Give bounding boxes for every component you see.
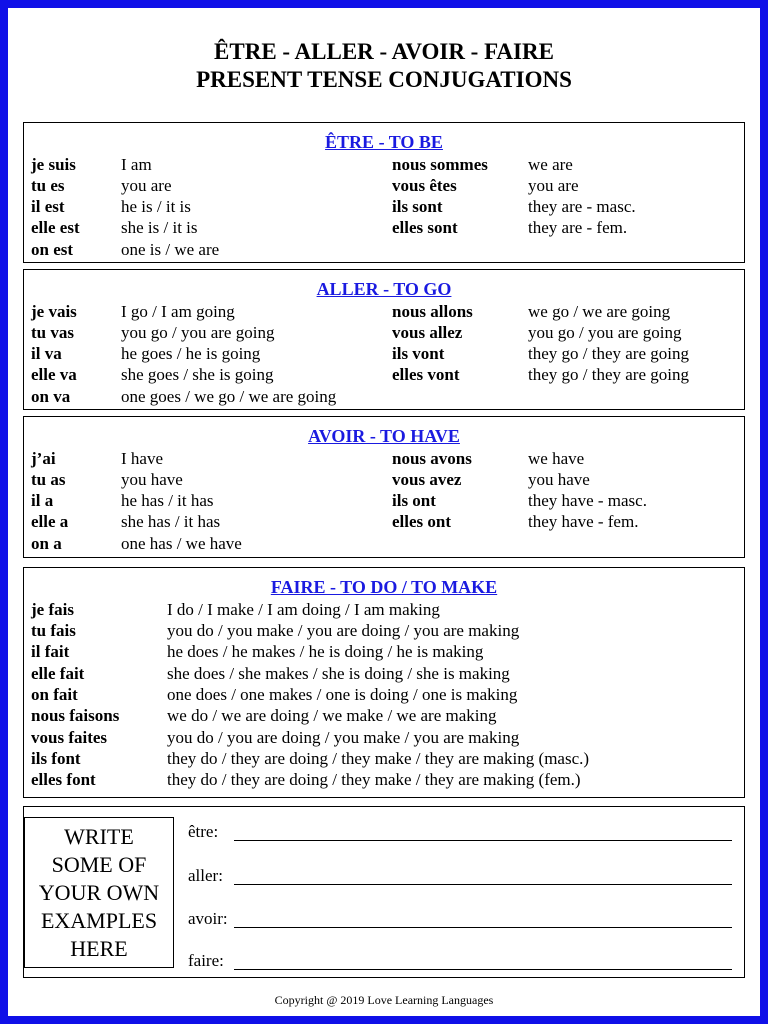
avoir-fr-9: elles ont xyxy=(392,512,452,531)
faire-fr-6: nous faisons xyxy=(31,706,120,725)
avoir-fr-8: ils ont xyxy=(392,491,436,510)
aller-fr-5: on va xyxy=(31,387,71,406)
aller-fr-4: elle va xyxy=(31,365,77,384)
etre-en-2: you are xyxy=(121,176,172,195)
prompt-line-1: WRITE xyxy=(64,823,134,849)
aller-en-1: I go / I am going xyxy=(121,302,235,321)
avoir-fr-5: on a xyxy=(31,534,62,553)
aller-fr-9: elles vont xyxy=(392,365,460,384)
etre-section xyxy=(23,122,745,263)
avoir-en-1: I have xyxy=(121,449,164,468)
faire-en-9: they do / they are doing / they make / they are making (fem.) xyxy=(167,770,581,789)
etre-en-4: she is / it is xyxy=(121,218,198,237)
faire-en-5: one does / one makes / one is doing / one is making xyxy=(167,685,518,704)
avoir-en-3: he has / it has xyxy=(121,491,214,510)
practice-line-aller[interactable] xyxy=(234,884,732,885)
etre-en-1: I am xyxy=(121,155,152,174)
aller-en-5: one goes / we go / we are going xyxy=(121,387,337,406)
practice-label-avoir: avoir: xyxy=(188,909,228,928)
avoir-heading: AVOIR - TO HAVE xyxy=(308,426,460,446)
practice-line-etre[interactable] xyxy=(234,840,732,841)
etre-fr-3: il est xyxy=(31,197,65,216)
avoir-en-5: one has / we have xyxy=(121,534,242,553)
practice-line-faire[interactable] xyxy=(234,969,732,970)
faire-fr-4: elle fait xyxy=(31,664,85,683)
faire-en-1: I do / I make / I am doing / I am making xyxy=(167,600,440,619)
faire-en-8: they do / they are doing / they make / they are making (masc.) xyxy=(167,749,590,768)
aller-en-9: they go / they are going xyxy=(528,365,689,384)
faire-fr-8: ils font xyxy=(31,749,81,768)
avoir-en-8: they have - masc. xyxy=(528,491,647,510)
etre-fr-6: nous sommes xyxy=(392,155,488,174)
practice-line-avoir[interactable] xyxy=(234,927,732,928)
faire-fr-1: je fais xyxy=(31,600,74,619)
prompt-line-5: HERE xyxy=(70,935,128,961)
faire-section xyxy=(23,567,745,798)
avoir-en-7: you have xyxy=(528,470,590,489)
faire-fr-9: elles font xyxy=(31,770,96,789)
copyright-notice: Copyright @ 2019 Love Learning Languages xyxy=(274,993,494,1007)
avoir-fr-2: tu as xyxy=(31,470,66,489)
avoir-section xyxy=(23,416,745,558)
avoir-en-9: they have - fem. xyxy=(528,512,639,531)
aller-fr-7: vous allez xyxy=(392,323,463,342)
aller-heading: ALLER - TO GO xyxy=(316,279,452,299)
write-examples-prompt xyxy=(24,817,174,968)
etre-fr-4: elle est xyxy=(31,218,80,237)
faire-en-7: you do / you are doing / you make / you are making xyxy=(167,728,520,747)
aller-fr-1: je vais xyxy=(31,302,77,321)
prompt-line-3: YOUR OWN xyxy=(38,879,160,905)
faire-en-4: she does / she makes / she is doing / she is making xyxy=(167,664,510,683)
faire-fr-3: il fait xyxy=(31,642,70,661)
avoir-en-2: you have xyxy=(121,470,183,489)
avoir-en-6: we have xyxy=(528,449,585,468)
faire-fr-5: on fait xyxy=(31,685,78,704)
etre-en-8: they are - masc. xyxy=(528,197,636,216)
etre-fr-7: vous êtes xyxy=(392,176,457,195)
aller-en-8: they go / they are going xyxy=(528,344,689,363)
aller-fr-8: ils vont xyxy=(392,344,445,363)
aller-section xyxy=(23,269,745,410)
etre-en-7: you are xyxy=(528,176,579,195)
etre-heading: ÊTRE - TO BE xyxy=(325,132,443,152)
aller-en-3: he goes / he is going xyxy=(121,344,261,363)
etre-fr-1: je suis xyxy=(31,155,76,174)
practice-label-etre: être: xyxy=(188,822,219,841)
faire-en-6: we do / we are doing / we make / we are making xyxy=(167,706,497,725)
etre-fr-9: elles sont xyxy=(392,218,458,237)
practice-label-aller: aller: xyxy=(188,866,223,885)
prompt-line-4: EXAMPLES xyxy=(40,907,158,933)
etre-en-6: we are xyxy=(528,155,573,174)
avoir-fr-4: elle a xyxy=(31,512,69,531)
practice-label-faire: faire: xyxy=(188,951,224,970)
aller-fr-2: tu vas xyxy=(31,323,74,342)
faire-en-2: you do / you make / you are doing / you are making xyxy=(167,621,520,640)
aller-en-2: you go / you are going xyxy=(121,323,275,342)
etre-en-9: they are - fem. xyxy=(528,218,628,237)
etre-fr-2: tu es xyxy=(31,176,65,195)
aller-en-6: we go / we are going xyxy=(528,302,671,321)
aller-en-4: she goes / she is going xyxy=(121,365,274,384)
faire-fr-2: tu fais xyxy=(31,621,76,640)
aller-fr-6: nous allons xyxy=(392,302,473,321)
page-title-line-1: ÊTRE - ALLER - AVOIR - FAIRE xyxy=(214,39,554,64)
etre-fr-8: ils sont xyxy=(392,197,443,216)
etre-fr-5: on est xyxy=(31,240,74,259)
page-title-line-2: PRESENT TENSE CONJUGATIONS xyxy=(196,67,572,92)
avoir-fr-6: nous avons xyxy=(392,449,472,468)
faire-fr-7: vous faites xyxy=(31,728,108,747)
etre-en-5: one is / we are xyxy=(121,240,220,259)
prompt-line-2: SOME OF xyxy=(51,851,147,877)
faire-en-3: he does / he makes / he is doing / he is making xyxy=(167,642,484,661)
aller-en-7: you go / you are going xyxy=(528,323,682,342)
avoir-fr-3: il a xyxy=(31,491,54,510)
avoir-fr-1: j’ai xyxy=(31,449,56,468)
etre-en-3: he is / it is xyxy=(121,197,191,216)
faire-heading: FAIRE - TO DO / TO MAKE xyxy=(270,577,498,597)
avoir-fr-7: vous avez xyxy=(392,470,462,489)
aller-fr-3: il va xyxy=(31,344,62,363)
avoir-en-4: she has / it has xyxy=(121,512,221,531)
